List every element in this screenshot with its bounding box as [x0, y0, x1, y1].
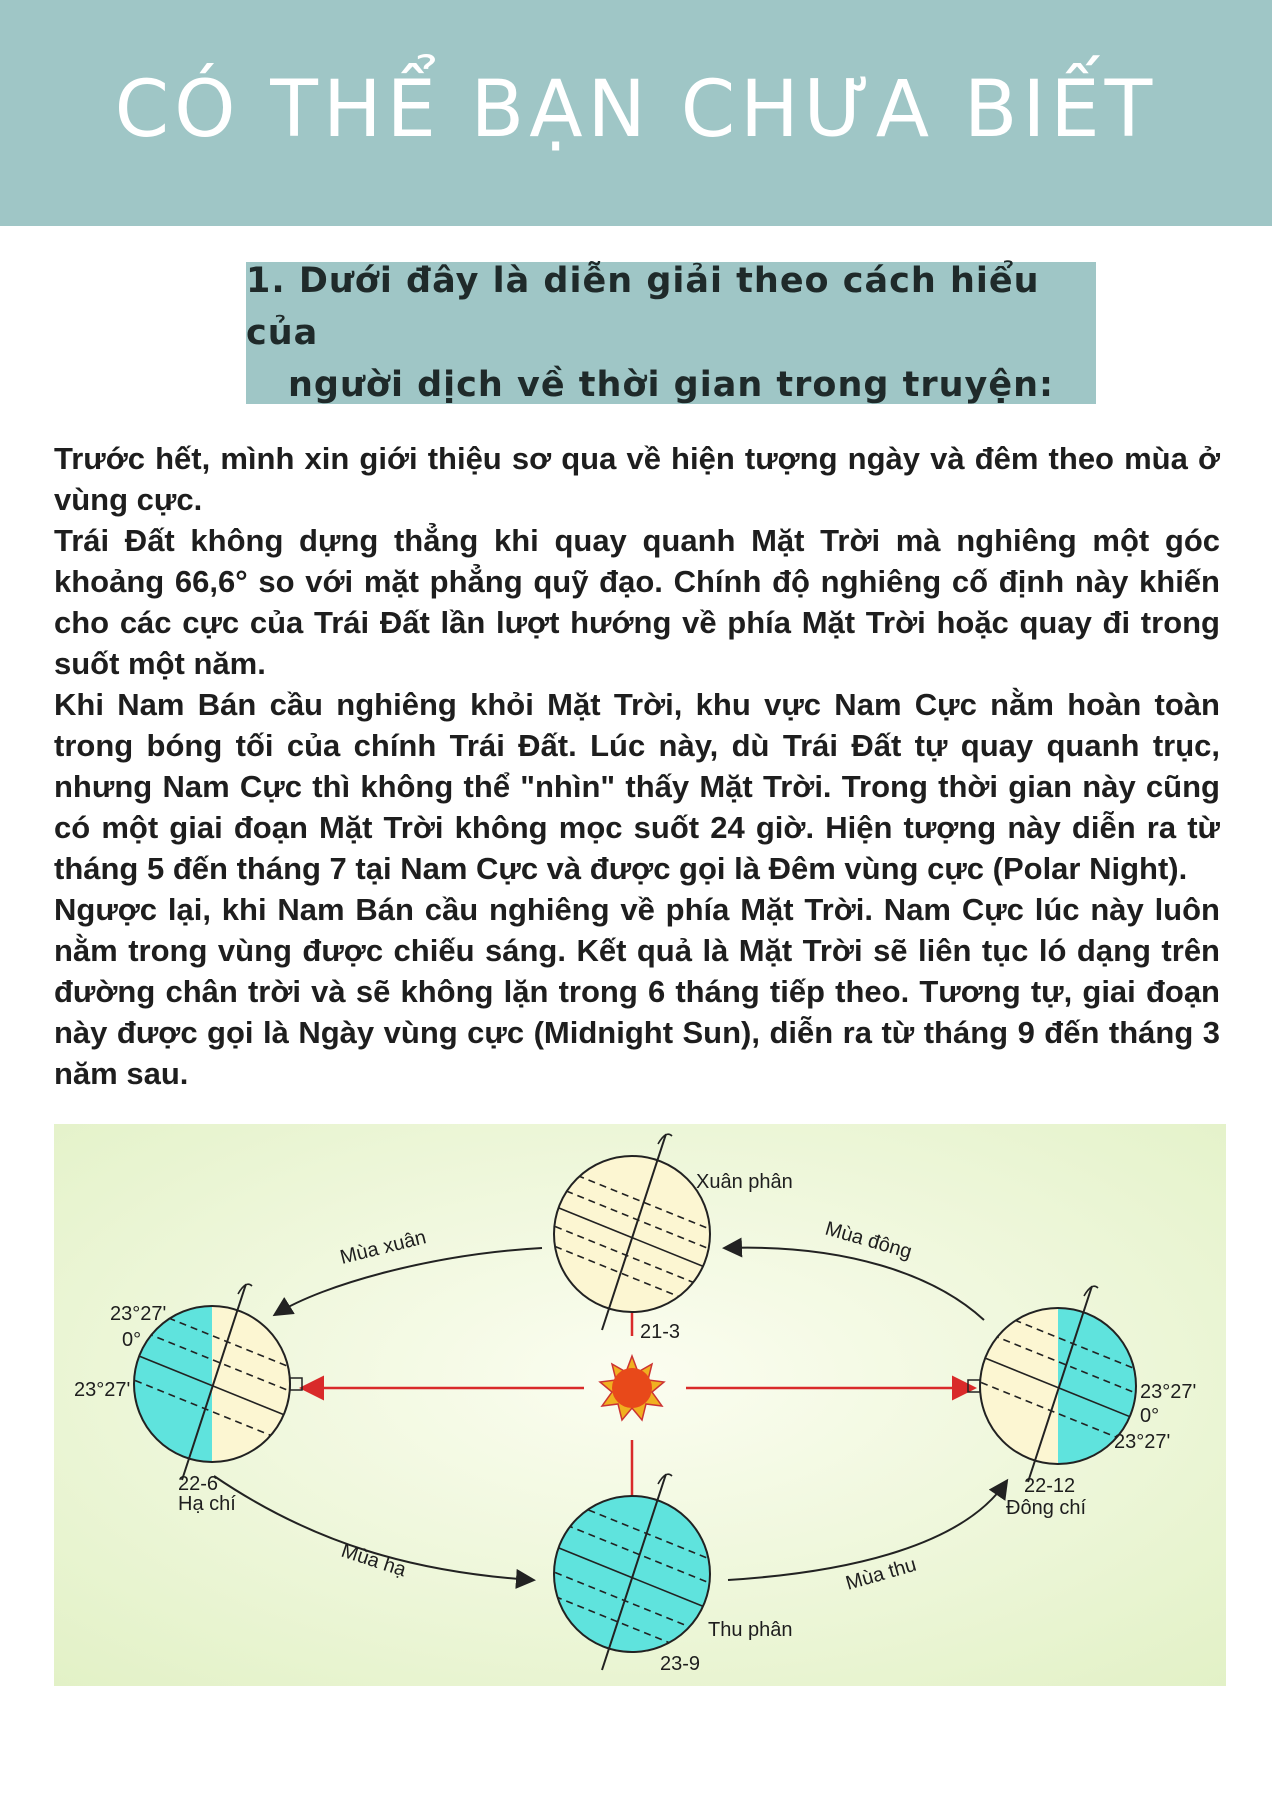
label-left-tropic-north: 23°27' — [110, 1303, 167, 1325]
label-winter-solstice: Đông chí — [1006, 1497, 1087, 1519]
page-title: CÓ THỂ BẠN CHƯA BIẾT — [114, 65, 1158, 155]
paragraph: Ngược lại, khi Nam Bán cầu nghiêng về phía Mặt Trời. Nam Cực lúc này luôn nằm trong vùng được chiếu sáng. Kết quả là Mặt Trời sẽ liên tục ló dạng trên đường chân trời và sẽ không lặn trong 6 tháng tiếp theo. Tương tự, giai đoạn này được gọi là Ngày vùng cực (Midnight Sun), diễn ra từ tháng 9 đến tháng 3 năm sau. — [54, 892, 1220, 1091]
label-spring-equinox: Xuân phân — [696, 1171, 793, 1193]
label-season-autumn: Mùa thu — [843, 1553, 919, 1595]
article-body — [54, 438, 1220, 1094]
label-left-equator: 0° — [122, 1329, 142, 1351]
paragraph: Trái Đất không dựng thẳng khi quay quanh Mặt Trời mà nghiêng một góc khoảng 66,6° so với mặt phẳng quỹ đạo. Chính độ nghiêng cố định này khiến cho các cực của Trái Đất lần lượt hướng về phía Mặt Trời hoặc quay đi trong suốt một năm. — [54, 523, 1220, 681]
section-heading-box — [246, 262, 1096, 404]
label-summer-solstice: Hạ chí — [178, 1493, 236, 1515]
paragraph: Khi Nam Bán cầu nghiêng khỏi Mặt Trời, khu vực Nam Cực nằm hoàn toàn trong bóng tối của chính Trái Đất. Lúc này, dù Trái Đất tự quay quanh trục, nhưng Nam Cực thì không thể "nhìn" thấy Mặt Trời. Trong thời gian này cũng có một giai đoạn Mặt Trời không mọc suốt 24 giờ. Hiện tượng này diễn ra từ tháng 5 đến tháng 7 tại Nam Cực và được gọi là Đêm vùng cực (Polar Night). — [54, 687, 1220, 886]
label-season-spring: Mùa xuân — [337, 1226, 429, 1269]
label-season-winter: Mùa đông — [822, 1217, 915, 1264]
label-autumn-equinox: Thu phân — [708, 1619, 793, 1641]
label-autumn-equinox-date: 23-9 — [660, 1653, 701, 1675]
label-right-equator: 0° — [1140, 1405, 1160, 1427]
label-season-summer: Mùa hạ — [338, 1539, 409, 1582]
label-right-tropic-north: 23°27' — [1140, 1381, 1197, 1403]
paragraph: Trước hết, mình xin giới thiệu sơ qua về hiện tượng ngày và đêm theo mùa ở vùng cực. — [54, 441, 1220, 517]
section-heading-line-2: người dịch về thời gian trong truyện: — [288, 365, 1054, 405]
label-spring-equinox-date: 21-3 — [640, 1321, 681, 1343]
earth-orbit-diagram — [54, 1124, 1226, 1686]
section-heading-line-1: 1. Dưới đây là diễn giải theo cách hiểu của — [246, 261, 1040, 353]
header-band — [0, 0, 1272, 226]
label-summer-solstice-date: 22-6 — [178, 1473, 219, 1495]
label-left-tropic-south: 23°27' — [74, 1379, 131, 1401]
label-right-tropic-south: 23°27' — [1114, 1431, 1171, 1453]
label-winter-solstice-date: 22-12 — [1024, 1475, 1076, 1497]
